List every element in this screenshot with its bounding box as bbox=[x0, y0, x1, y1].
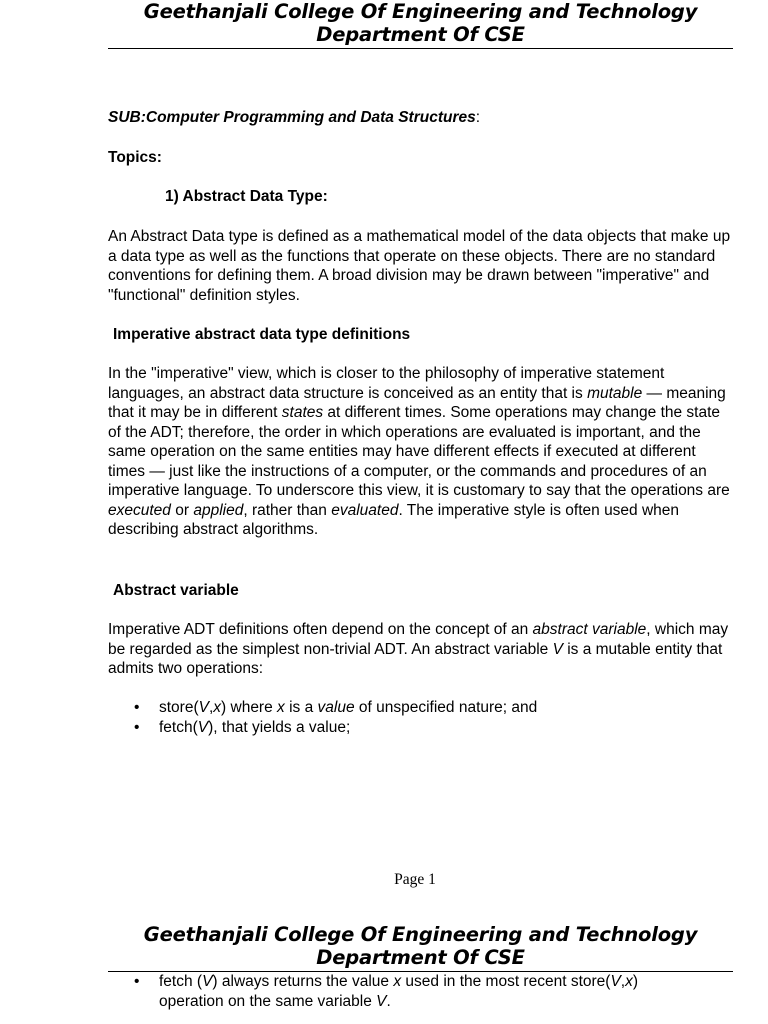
text-run: , bbox=[208, 699, 214, 716]
emph-run: x bbox=[393, 973, 402, 990]
emph-run: V bbox=[198, 699, 209, 716]
text-run: ) bbox=[632, 973, 639, 990]
text-run: ), that yields a value; bbox=[208, 718, 351, 736]
emph-run: V bbox=[552, 640, 563, 658]
emph-run: mutable bbox=[587, 384, 643, 402]
page-header bbox=[108, 923, 733, 969]
subject-label: SUB:Computer Programming and Data Structures bbox=[108, 109, 476, 126]
text-run: is a bbox=[284, 699, 318, 716]
text-run: , bbox=[620, 973, 626, 990]
text-run: of unspecified nature; and bbox=[354, 699, 538, 716]
subject-suffix: : bbox=[475, 109, 481, 126]
imperative-heading: Imperative abstract data type definitions bbox=[113, 326, 411, 343]
text-run: at different times. Some operations may change the state of the ADT; therefore, the order in which operations are evaluated is important, and the same operation on the same entities may have different effects if executed at different times — just like the instructions of a computer, or the commands and procedures of an imperative language. To underscore this view, it is customary to say that the operations are bbox=[108, 404, 730, 499]
emph-run: V bbox=[376, 992, 387, 1010]
text-run: , which may be regarded as the simplest non-trivial ADT. An abstract variable bbox=[108, 621, 729, 658]
emph-run: V bbox=[202, 973, 213, 990]
emph-run: executed bbox=[108, 501, 171, 519]
text-run: or bbox=[170, 501, 194, 519]
text-run: used in the most recent store( bbox=[401, 973, 611, 990]
topics-label: Topics: bbox=[108, 149, 162, 166]
college-name: Geethanjali College Of Engineering and Technology bbox=[143, 0, 698, 23]
list-item bbox=[108, 698, 733, 718]
text-run: . The imperative style is often used when describing abstract algorithms. bbox=[108, 501, 680, 538]
department-name: Department Of CSE bbox=[316, 23, 525, 46]
college-name: Geethanjali College Of Engineering and Technology bbox=[143, 923, 698, 946]
text-run: Imperative ADT definitions often depend on the concept of an bbox=[108, 621, 533, 638]
abstract-variable-heading: Abstract variable bbox=[113, 582, 239, 599]
emph-run: V bbox=[197, 718, 209, 736]
imperative-paragraph bbox=[108, 364, 733, 540]
list-item bbox=[108, 718, 733, 738]
department-name: Department Of CSE bbox=[316, 946, 525, 969]
emph-run: evaluated bbox=[331, 501, 399, 519]
emph-run: value bbox=[317, 699, 355, 716]
intro-paragraph bbox=[108, 227, 733, 305]
emph-run: states bbox=[281, 404, 324, 421]
emph-run: x bbox=[625, 973, 633, 990]
bullet-icon: • bbox=[134, 699, 140, 716]
text-run: , rather than bbox=[243, 501, 332, 519]
emph-run: applied bbox=[193, 501, 244, 519]
text-run: is a mutable entity that admits two operations: bbox=[108, 640, 723, 677]
bullet-icon: • bbox=[134, 718, 140, 736]
page-header bbox=[108, 0, 733, 46]
bullet-icon: • bbox=[134, 973, 140, 990]
operations-list bbox=[108, 698, 733, 737]
text-run: — meaning that it may be in different bbox=[108, 384, 726, 421]
page-number: Page 1 bbox=[394, 871, 436, 888]
list-item bbox=[108, 972, 733, 1011]
emph-run: abstract variable bbox=[532, 621, 647, 638]
text-run: ) where bbox=[221, 699, 278, 716]
emph-run: x bbox=[277, 699, 285, 716]
topic-heading: 1) Abstract Data Type: bbox=[165, 188, 328, 205]
emph-run: x bbox=[213, 699, 222, 716]
text-run: In the "imperative" view, which is closer to the philosophy of imperative statement languages, an abstract data structure is conceived as an entity that is bbox=[108, 365, 665, 402]
emph-run: V bbox=[610, 973, 621, 990]
header-rule bbox=[108, 48, 733, 49]
text-run: store( bbox=[159, 699, 199, 716]
text-run: fetch( bbox=[159, 718, 198, 736]
text-run: fetch ( bbox=[159, 973, 203, 990]
intro-text: An Abstract Data type is defined as a mathematical model of the data objects that make up a data type as well as the functions that operate on these objects. There are no standard conventions for defining them. A broad division may be drawn between "imperative" and "functional" definition styles. bbox=[108, 228, 731, 304]
text-run: operation on the same variable bbox=[159, 992, 377, 1010]
subject-line bbox=[108, 108, 733, 128]
text-run: . bbox=[386, 992, 391, 1010]
abstract-variable-paragraph bbox=[108, 620, 733, 679]
text-run: ) always returns the value bbox=[212, 973, 394, 990]
operations-list-continued bbox=[108, 972, 733, 1011]
